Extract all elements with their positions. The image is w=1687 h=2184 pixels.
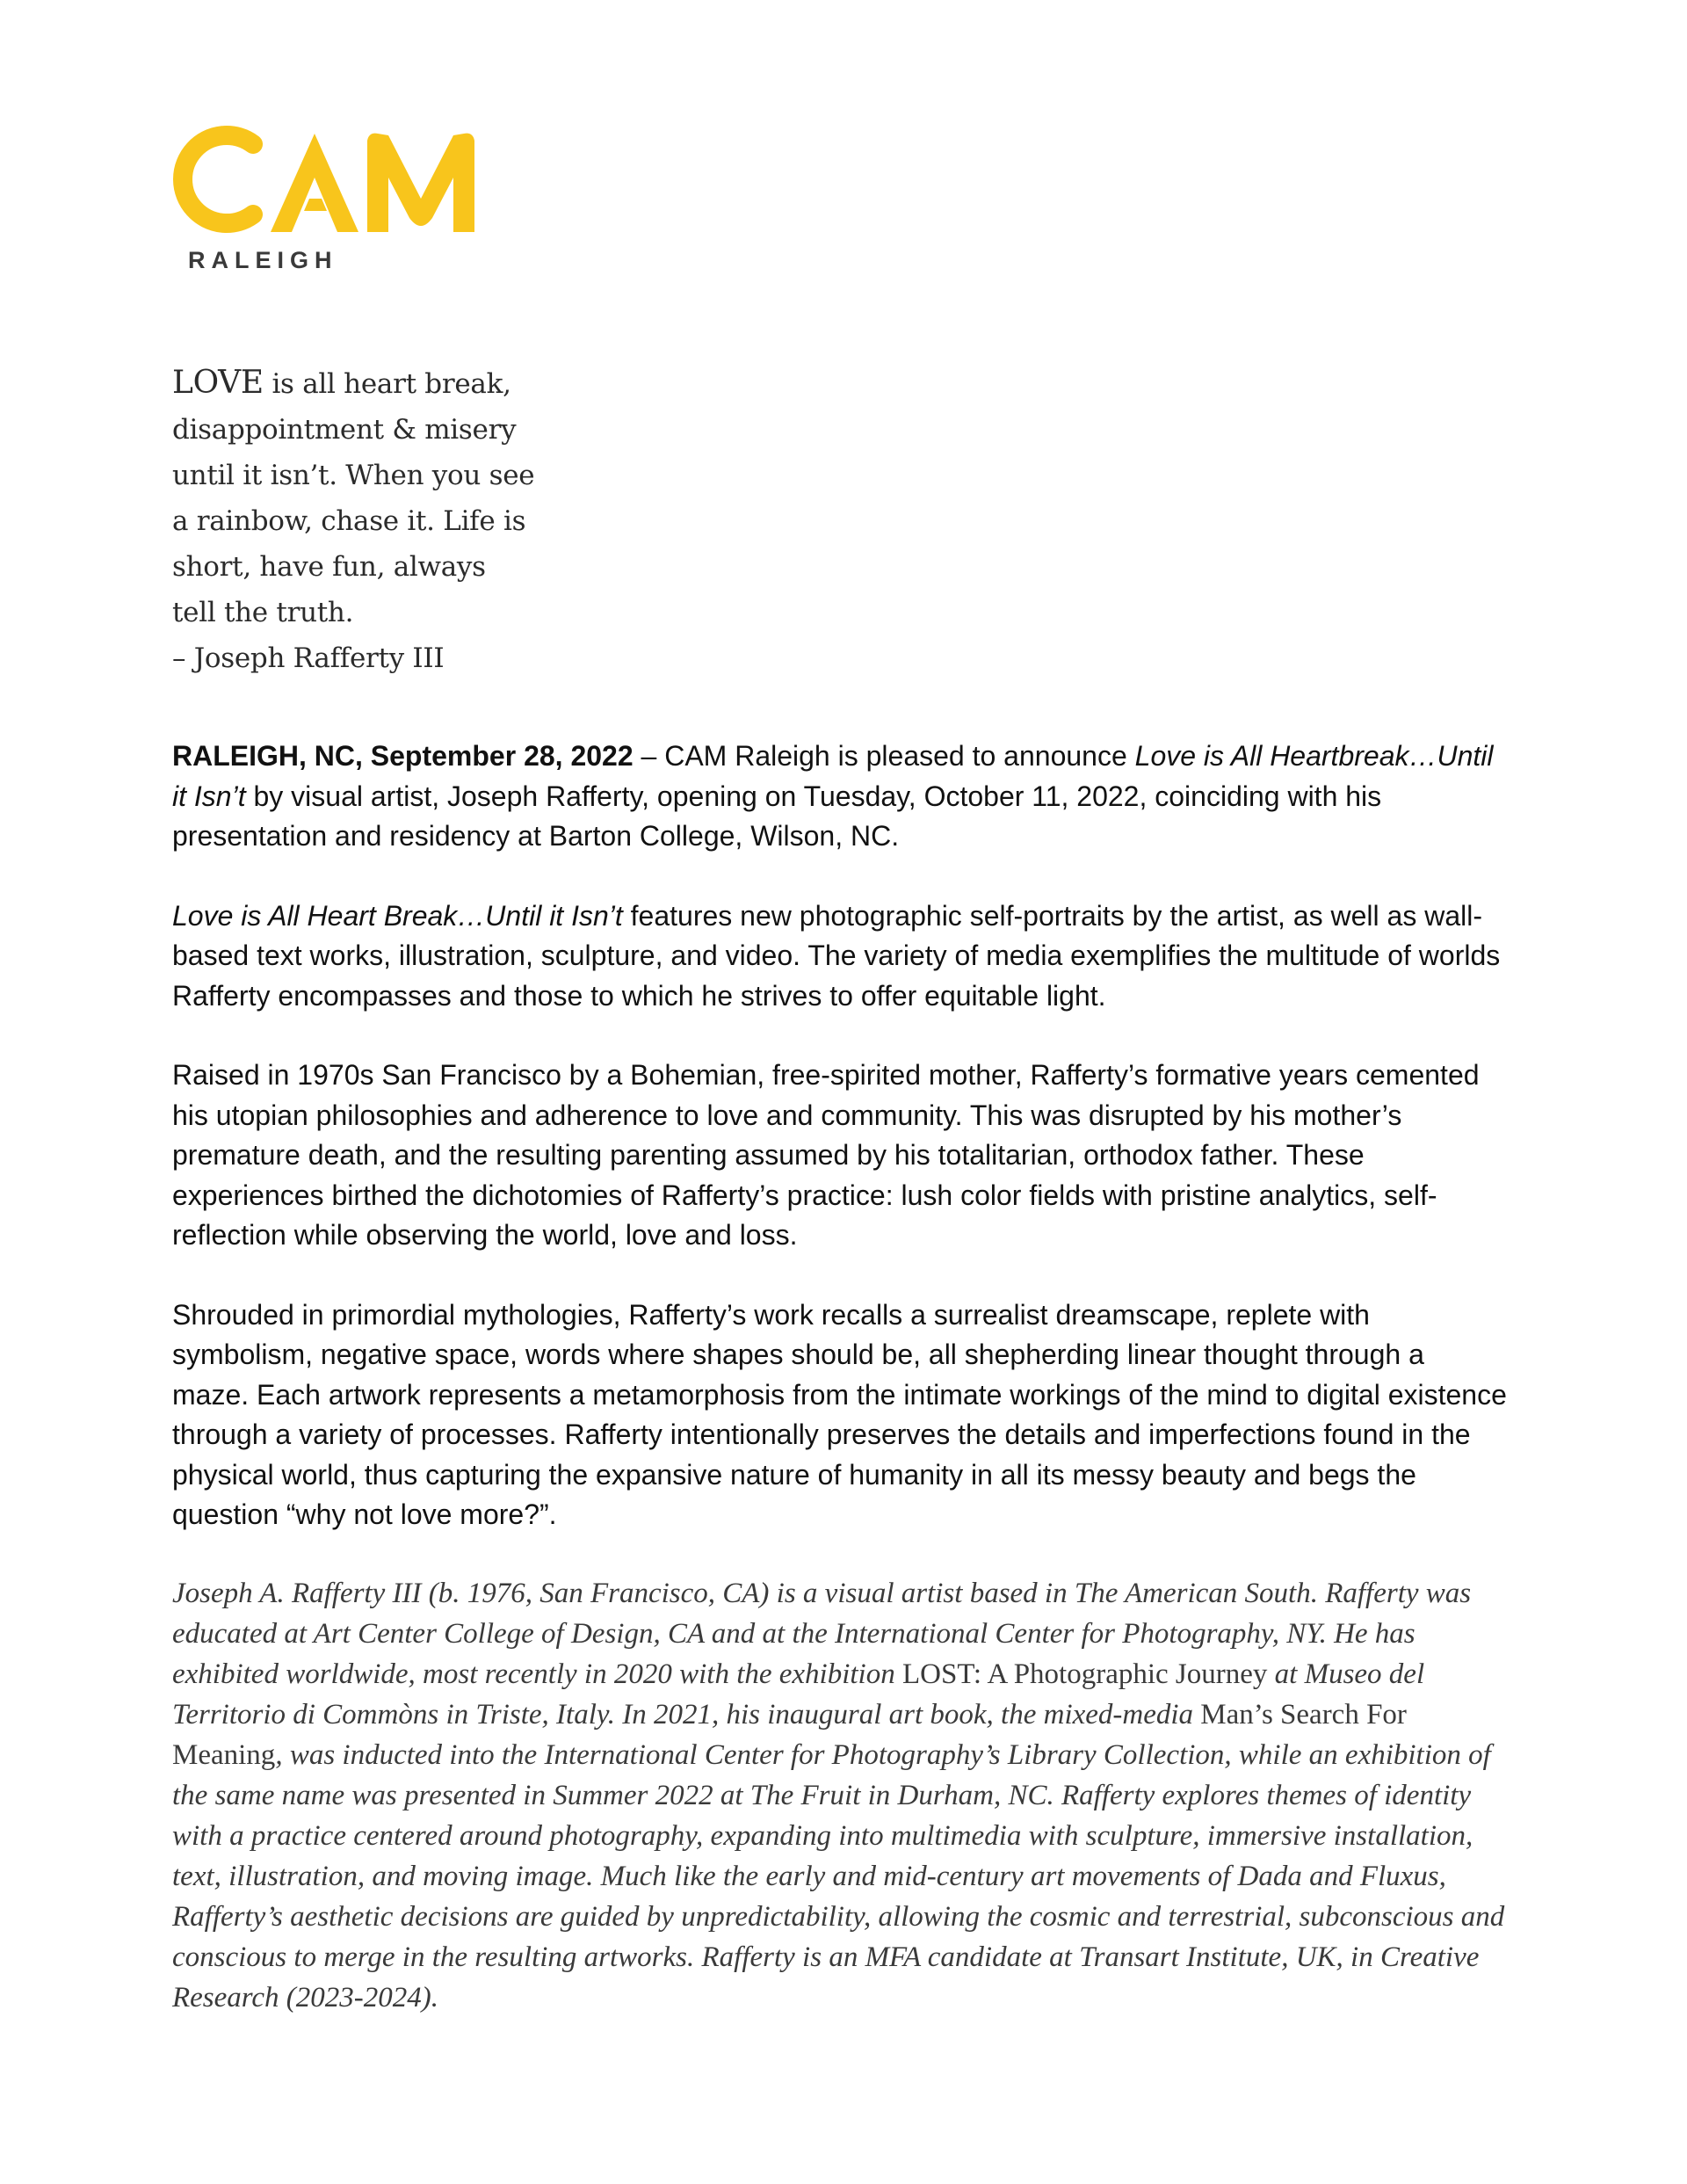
logo-letter-m bbox=[367, 134, 474, 232]
logo-city-text: RALEIGH bbox=[188, 247, 338, 273]
poem-attribution: – Joseph Rafferty III bbox=[172, 642, 445, 674]
poem-line: disappointment & misery bbox=[172, 414, 517, 446]
poem-quote bbox=[172, 360, 541, 681]
poem-line-1-rest: is all heart break, bbox=[272, 368, 511, 400]
paragraph-work: Shrouded in primordial mythologies, Rafferty’s work recalls a surrealist dreamscape, replete with symbolism, negative space, words where shapes should be, all shepherding linear thought through a maze. Each artwork represents a metamorphosis from the intimate workings of the mind to digital existence through a variety of processes. Rafferty intentionally preserves the details and imperfections found in the physical world, thus capturing the expansive nature of humanity in all its messy beauty and begs the question “why not love more?”. bbox=[172, 1298, 1507, 1530]
dateline: RALEIGH, NC, September 28, 2022 bbox=[172, 740, 634, 772]
bio-text-c: , was inducted into the International Center for Photography’s Library Collection, while an exhibition of the same name was presented in Summer 2022 at The Fruit in Durham, NC. Rafferty explores themes of identity with a practice centered around photography, expanding into multimedia with sculpture, immersive installation, text, illustration, and moving image. Much like the early and mid-century art movements of Dada and Fluxus, Rafferty’s aesthetic decisions are guided by unpredictability, allowing the cosmic and terrestrial, subconscious and conscious to merge in the resulting artworks. Rafferty is an MFA candidate at Transart Institute, UK, in Creative Research (2023-2024). bbox=[172, 1739, 1505, 2013]
poem-line: short, have fun, always bbox=[172, 551, 486, 583]
bio-exhibition-title: LOST: A Photographic Journey bbox=[901, 1658, 1268, 1690]
intro-text-b: by visual artist, Joseph Rafferty, opening on Tuesday, October 11, 2022, coinciding with his presentation and residency at Barton College, Wilson, NC. bbox=[172, 780, 1382, 852]
logo-letter-a bbox=[271, 134, 358, 232]
logo-letter-a-bar bbox=[304, 199, 327, 211]
features-text: features new photographic self-portraits by the artist, as well as wall-based text works, illustration, sculpture, and video. The variety of media exemplifies the multitude of worlds Rafferty encompasses and those to which he strives to offer equitable light. bbox=[172, 899, 1501, 1012]
cam-raleigh-logo bbox=[172, 123, 541, 277]
bio-book-title: Man’s Search For Meaning bbox=[172, 1699, 1407, 1771]
poem-line: tell the truth. bbox=[172, 597, 354, 628]
artist-bio bbox=[172, 1573, 1517, 2018]
bio-text-b: at Museo del Territorio di Commòns in Triste, Italy. In 2021, his inaugural art book, the mixed-media bbox=[172, 1658, 1425, 1731]
bio-text-a: Joseph A. Rafferty III (b. 1976, San Francisco, CA) is a visual artist based in The American South. Rafferty was educated at Art Center College of Design, CA and at the International Center for Photography, NY. He has exhibited worldwide, most recently in 2020 with the exhibition bbox=[172, 1578, 1472, 1690]
poem-line: until it isn’t. When you see bbox=[172, 460, 535, 491]
press-release-body bbox=[172, 736, 1508, 1575]
logo-letter-c bbox=[183, 135, 253, 223]
poem-line bbox=[172, 360, 541, 407]
poem-word-love: LOVE bbox=[172, 365, 264, 401]
paragraph-features bbox=[172, 896, 1508, 1017]
exhibition-title: Love is All Heartbreak…Until it Isn’t bbox=[172, 740, 1494, 812]
paragraph-intro bbox=[172, 736, 1508, 857]
intro-text-a: – CAM Raleigh is pleased to announce bbox=[633, 740, 1135, 772]
poem-line: a rainbow, chase it. Life is bbox=[172, 505, 526, 537]
paragraph-background: Raised in 1970s San Francisco by a Bohemian, free-spirited mother, Rafferty’s formative years cemented his utopian philosophies and adherence to love and community. This was disrupted by his mother’s premature death, and the resulting parenting assumed by his totalitarian, orthodox father. These experiences birthed the dichotomies of Rafferty’s practice: lush color fields with pristine analytics, self-reflection while observing the world, love and loss. bbox=[172, 1059, 1480, 1251]
cam-logo-graphic bbox=[172, 123, 541, 277]
exhibition-title-2: Love is All Heart Break…Until it Isn’t bbox=[172, 899, 623, 932]
